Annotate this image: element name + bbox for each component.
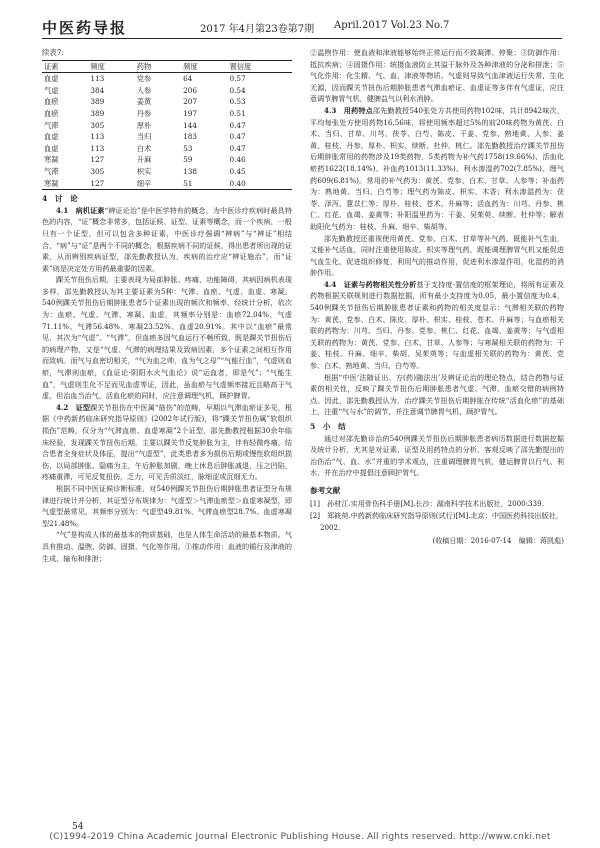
table-cell: 207 [183,97,198,107]
table-cell: 姜黄 [136,97,152,107]
table-cell: 气滞 [44,166,59,176]
section-heading-discussion: 4 讨 论 [42,194,78,204]
paragraph [310,279,564,372]
table-cell: 0.57 [229,74,246,84]
paragraph: 踝关节扭伤后期，主要表现为局部肿胀、疼痛、功能障碍，其病因病机表现多样，邵先勤教授认为其主要证素为5种：气滞、血瘀、气虚、血虚、寒凝。540例踝关节扭伤后期肿胀患者5个证素出现的频次和频率，经统计分析，依次为：血瘀、气虚、气滞、寒凝、血虚，其频率分别是：血瘀72.04%、气虚71.11%、气滞56.48%、寒凝23.52%、血虚20.91%。其中以“血瘀”最常见，其次为“气虚”、“气滞”，但血瘀多因气血运行不畅所致，既是踝关节扭伤后的病理产物，又是“气虚、气滞的病理结果及致病因素，多个证素之间相互作用而致病。而气与血密切相关，“气为血之帅，血为气之母”“气能行血”，气虚则血瘀，气滞则血瘀，《血证论·阴阳水火气血论》说“运血者，即是气”；“气能生血”，气虚则生化不足而见血虚等证，因此，虽血瘀与气虚频率接近且略高于气虚，但治血当治气，活血化瘀的同时，应注意调理气机，顾护脾胃。 [42,275,292,401]
table-cell: 厚朴 [136,120,152,130]
right-column [310,47,564,547]
paragraph: “气”是构成人体的最基本的物质基础，也是人体生命活动的最基本物质。气具有推动、温煦、防御、固摄、气化等作用。①推动作用：血液的循行及津液的生成、输布和排泄； [42,530,292,563]
header-rule [42,38,562,39]
table-cell: 0.47 [229,132,246,142]
table-cell: 197 [183,108,198,118]
table-cell: 人参 [136,85,152,95]
paragraph [42,402,292,483]
table-row [42,131,292,143]
table-cell: 血瘀 [44,108,59,118]
received-date: (收稿日期：2016-07-14 编辑：蒋凯彪) [432,536,564,546]
table-row [42,73,292,85]
left-column [42,47,292,564]
table-cell: 206 [183,85,198,95]
table-cell: 血虚 [44,132,59,142]
table-header-cell: 频度 [90,61,105,71]
table-cell: 113 [90,143,105,153]
reference-item: [2] 郑筱萸.中药新药临床研究指导原则(试行)[M].北京：中国医药科技出版社，2002. [310,511,563,532]
table-cell: 寒凝 [44,155,59,165]
subsection-heading: 4.2 证型 [56,402,91,412]
table-row [42,120,292,132]
table-cell: 0.45 [229,166,246,176]
table-cell: 0.54 [229,85,246,95]
table-cell: 0.47 [229,143,246,153]
table-cell: 血瘀 [44,97,59,107]
table-cell: 气滞 [44,120,59,130]
table-row [42,154,292,166]
table-header-cell: 药物 [136,61,152,71]
subsection-heading: 4.3 用药特点 [324,105,373,115]
table-cell: 0.51 [229,108,246,118]
table-cell: 白术 [136,143,152,153]
paragraph: 根据“中医‘法随证出、方(药)随法出’及辨证论治的理论特点，结合药物与证素的相关性，反映了踝关节扭伤后期肿胀患者气虚、气滞、血瘀交错的病例特点。因此，邵先勤教授认为，治疗踝关节扭伤后期肿胀在传统“活血化瘀”的基础上，注重“气与水”的调节，并注意调节脾胃气机，顾护胃气。 [310,372,564,417]
table-cell: 气虚 [44,85,59,95]
table-row [42,108,292,120]
table-row [42,166,292,178]
table-cell: 枳实 [136,166,152,176]
table-cell: 51 [183,178,193,188]
paragraph: 通过对邵先勤诊治的540例踝关节扭伤后期肿胀患者病历数据进行数据挖掘及统计分析，尤其是对证素、证型及用药特点的分析，客观反映了邵先勤提出的治伤治“气、血、水”并重的学术观点，注重调理脾胃气机，健运脾胃以行气、利水，并在治疗中提倡注意顾护胃气。 [310,433,564,478]
issue-info-en: April.2017 Vol.23 No.7 [334,20,450,31]
journal-title: 中医药导报 [42,19,128,37]
table-cell: 64 [183,74,193,84]
table-cell: 党参 [136,74,152,84]
table-cell: 59 [183,155,193,165]
table-cell: 寒凝 [44,178,59,188]
table-cell: 138 [183,166,198,176]
table-cell: 389 [90,108,105,118]
table-cell: 53 [183,143,193,153]
table-cell: 127 [90,178,105,188]
table-cell: 血虚 [44,143,59,153]
table-cell: 0.46 [229,155,246,165]
paragraph [42,205,292,275]
table-header-cell: 频度 [183,61,198,71]
table-caption: 续表7: [42,48,64,57]
section-heading-summary: 5 小 结 [310,422,346,431]
paragraph-text: 邵先勤教授540张处方共使用药物102味，共计8942味次，平均每张处方使用药物16.56味，将使用频率超过5%的前20味药物为黄芪、白术、当归、甘草、川芎、茯苓、白芍、陈皮、干姜、党参、熟地黄、人参、姜黄、桂枝、丹参、厚朴、枳实、续断、杜仲、桃仁。邵先勤教授治疗踝关节扭伤后期肿胀常用的药物涉及19类药物，5类药物为补气药1758(19.66%)、活血化瘀药1622(18.14%)、补血药1013(11.33%)、利水渗湿药702(7.85%)、理气药609(6.81%)。常用的补气药为：黄芪、党参、白术、甘草、人参等；补血药为：熟地黄、当归、白芍等；理气药为陈皮、枳实、木香；利水渗湿药为：茯苓、泽泻、薏苡仁等；厚朴、桂枝、苍术、升麻等；活血药为：川芎、丹参、桃仁、红花、血竭、姜黄等；补阳温里药为：干姜、吴茱萸、续断、杜仲等；解表助阳化气药为：桂枝、升麻、细辛、柴胡等。 [310,105,564,231]
paragraph [310,105,564,233]
table-cell: 127 [90,155,105,165]
table-row [42,85,292,97]
issue-info-cn: 2017 年4月第23卷第7期 [200,24,315,35]
subsection-heading: 4.1 病机证素 [56,205,105,215]
table-cell: 0.47 [229,120,246,130]
page-number: 54 [72,822,84,832]
table-cell: 0.40 [229,178,246,188]
table-cell: 113 [90,132,105,142]
table-header-row [42,60,292,73]
paragraph-text: 基于支持度-置信度的框架理论，将所有证素及药物根据关联规则进行数据挖掘，所有最小支持度为0.05，最小置信度为0.4，540例踝关节扭伤后期肿胀患者证素和药物的相关度显示：气滞相关联的药物为：黄芪、党参、白术、陈皮、厚朴、枳实、桂枝、苍术、升麻等；与血瘀相关联的药物为：川芎、当归、丹参、党参、桃仁、红花、血竭、姜黄等；与气虚相关联的药物为：黄芪、党参、白术、甘草、人参等；与寒凝相关联的药物为：干姜、桂枝、升麻、细辛、柴胡、吴茱萸等；与血虚相关联的药物为：黄芪、党参、白术、熟地黄、当归、白芍等。 [310,279,565,371]
running-header [42,18,562,36]
paragraph: ②温煦作用：使血液和津液能够始终正常运行而不致凝滞、停聚；③防御作用：抵抗疾病；④固摄作用：统摄血液防止其溢于脉外及各种津液的分泌和排泄；⑤气化作用：化生精、气、血、津液等物质。气虚则导致气血津液运行失常，生化无源，因而踝关节扭伤后期肿胀患者气滞血瘀证、血虚证等多伴有气虚证，应注意调节脾胃气机，健脾益气以利水消肿。 [310,48,564,104]
table-cell: 384 [90,85,105,95]
copyright-footer: (C)1994-2019 China Academic Journal Electronic Publishing House. All rights reserved. http://www.cnki.net [49,832,551,842]
table-header-cell: 置信度 [229,61,252,71]
table-cell: 305 [90,166,105,176]
reference-item: [1] 孙材江.实用骨伤科手册[M].长沙：湖南科学技术出版社，2000:339. [310,498,544,508]
table-cell: 183 [183,132,198,142]
table-cell: 389 [90,97,105,107]
table-cell: 细辛 [136,178,152,188]
table-cell: 305 [90,120,105,130]
references-heading: 参考文献 [310,485,341,495]
table-cell: 升麻 [136,155,152,165]
paragraph: 根据不同中医证候诊断标准，对540例踝关节扭伤后期肿胀患者证型分布规律进行统计并分析，其证型分布规律为：气虚型＞气滞血瘀型＞血虚寒凝型，即气虚型最常见，其频率分别为：气虚型49.81%、气滞血瘀型28.7%、血虚寒凝型21.48%。 [42,483,292,528]
table-cell: 0.53 [229,97,246,107]
syndrome-drug-table [42,60,292,191]
paragraph-text: “辨证论治”是中医学特有的概念，为中医诊疗疾病时最具特色的内容，“证”概念非常多，包括证候、证型、证素等概念，而一个疾病，一般只有一个证型，但可以包含多种证素，中医诊疗强调“辨病”与“辨证”相结合，“病”与“证”是两个不同的概念，根据疾病不同的证候，得出患者所出现的证素，从而辨别疾病证型，邵先勤教授认为，疾病的治疗应“辨证施治”，而“证素”则是决定处方用药最重要的因素。 [42,205,292,273]
paragraph: 邵先勤教授还重视使用黄芪、党参、白术、甘草等补气药，既能补气生血，又能补气活血，同时注重使用陈皮、枳实等理气药，既能调理脾胃气机又能促进气血生化，促进组织修复，利用气的推动作用，促进利水渗湿作用，化湿药的消肿作用。 [310,233,564,278]
table-cell: 当归 [136,132,152,142]
table-row [42,178,292,190]
paragraph-text: 踝关节扭伤在中医属“筋伤”的范畴，早期以气滞血瘀证多见，根据《中药新药临床研究指导原则》(2002年试行版)，将“踝关节扭伤属”软组织损伤”范畴，仅分为“气滞血瘀、血虚寒凝”2个证型，邵先勤教授根据30余年临床经验，发现踝关节扭伤后期，主要以踝关节反复肿胀为主，伴有轻微疼痛，结合患者全身症状及体征，提出“气虚型”，此类患者多为损伤后期或慢性软组织损伤，以局部肿胀、隐痛为主，午后肿胀加剧，晚上休息后肿胀减退，压之凹陷，疼痛重滞，可见反复扭伤，乏力，可见舌质淡红，脉细涩或沉细无力。 [42,402,292,482]
table-cell: 113 [90,74,105,84]
subsection-heading: 4.4 证素与药物相关性分析 [324,279,417,289]
table-cell: 144 [183,120,198,130]
table-cell: 丹参 [136,108,152,118]
table-row [42,143,292,155]
table-row [42,96,292,108]
table-cell: 血虚 [44,74,59,84]
table-header-cell: 证素 [44,61,59,71]
